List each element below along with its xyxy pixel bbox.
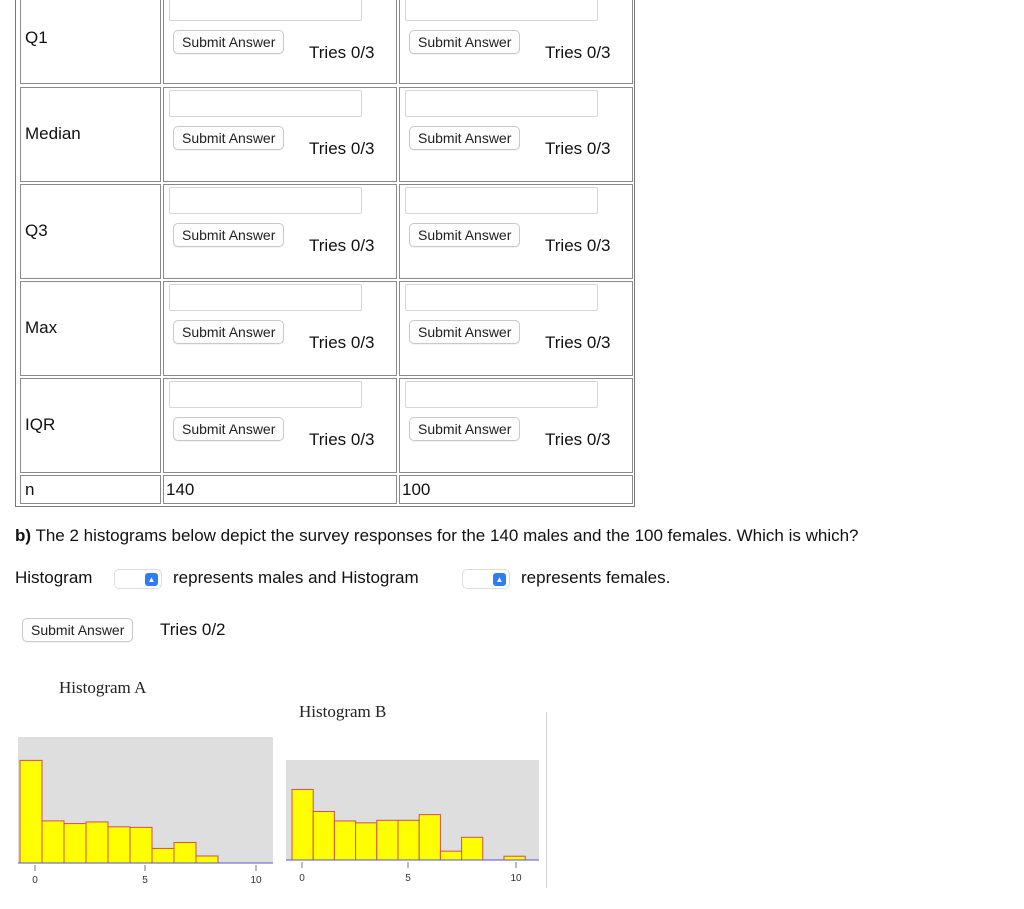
answer-input-females-q3[interactable] <box>405 187 598 214</box>
submit-button-females-q3[interactable]: Submit Answer <box>409 223 520 247</box>
tries-males-q3: Tries 0/3 <box>309 236 375 255</box>
males-cell-q1 <box>163 0 397 84</box>
represents-males-text: represents males and Histogram <box>173 568 419 587</box>
histogram-a-tick-label: 10 <box>250 875 262 886</box>
row-label-q1: Q1 <box>25 28 48 47</box>
n-value-females: 100 <box>402 480 431 499</box>
histogram-a-bar <box>86 822 108 863</box>
histogram-word: Histogram <box>15 568 93 587</box>
submit-button-females-median[interactable]: Submit Answer <box>409 126 520 150</box>
histogram-a-bar <box>108 827 130 863</box>
row-label-iqr: IQR <box>25 415 56 434</box>
histogram-a-tick-label: 0 <box>32 875 38 886</box>
histogram-a-bar <box>42 821 64 863</box>
row-label-cell-median <box>20 87 161 182</box>
histogram-b-tick-label: 5 <box>405 873 411 884</box>
males-cell-q3 <box>163 184 397 279</box>
row-label-q3: Q3 <box>25 221 48 240</box>
females-histogram-select[interactable] <box>462 569 510 589</box>
row-label-cell-iqr <box>20 378 161 473</box>
males-cell-n <box>163 475 397 504</box>
represents-females-text: represents females. <box>521 568 671 587</box>
females-cell-max <box>399 281 633 376</box>
tries-females-q3: Tries 0/3 <box>545 236 611 255</box>
submit-button-females-max[interactable]: Submit Answer <box>409 320 520 344</box>
histogram-b-bar <box>292 789 313 860</box>
males-cell-max <box>163 281 397 376</box>
tries-females-q1: Tries 0/3 <box>545 43 611 62</box>
submit-button-males-max[interactable]: Submit Answer <box>173 320 284 344</box>
row-label-cell-q3 <box>20 184 161 279</box>
submit-button-males-iqr[interactable]: Submit Answer <box>173 417 284 441</box>
question-b-prefix: b) <box>15 526 32 545</box>
tries-females-iqr: Tries 0/3 <box>545 430 611 449</box>
answer-input-males-q1[interactable] <box>169 0 362 21</box>
histogram-a-bar <box>196 856 218 863</box>
submit-button-females-q1[interactable]: Submit Answer <box>409 30 520 54</box>
histogram-b-bar <box>398 820 419 860</box>
histogram-a-bar <box>64 824 86 863</box>
histogram-b-tick-label: 0 <box>299 873 305 884</box>
question-b <box>15 526 859 546</box>
chevron-updown-icon: ▲︎ <box>145 573 158 586</box>
histogram-b-bar <box>313 811 334 860</box>
tries-females-median: Tries 0/3 <box>545 139 611 158</box>
divider-line <box>546 712 547 888</box>
chevron-updown-icon: ▲︎ <box>493 573 506 586</box>
answer-input-males-iqr[interactable] <box>169 381 362 408</box>
answer-input-males-median[interactable] <box>169 90 362 117</box>
submit-button-males-q1[interactable]: Submit Answer <box>173 30 284 54</box>
histogram-b-bar <box>334 821 355 860</box>
females-cell-n <box>399 475 633 504</box>
answer-input-females-max[interactable] <box>405 284 598 311</box>
histogram-b-bar <box>440 851 461 860</box>
histogram-a-bar <box>174 842 196 863</box>
histogram-b-chart <box>286 760 542 889</box>
histogram-a-tick-label: 5 <box>142 875 148 886</box>
submit-button-part-b[interactable]: Submit Answer <box>22 618 133 642</box>
histogram-b-bar <box>462 837 483 860</box>
tries-females-max: Tries 0/3 <box>545 333 611 352</box>
answer-table <box>15 0 635 507</box>
answer-input-males-q3[interactable] <box>169 187 362 214</box>
submit-button-females-iqr[interactable]: Submit Answer <box>409 417 520 441</box>
histogram-b-bar <box>356 823 377 860</box>
histogram-a-title: Histogram A <box>59 678 147 697</box>
histogram-a-bar <box>130 827 152 863</box>
row-label-cell-n <box>20 475 161 504</box>
question-b-text: The 2 histograms below depict the survey responses for the 140 males and the 100 females. Which is which? <box>35 526 859 545</box>
histogram-b-tick-label: 10 <box>510 873 522 884</box>
histogram-a-bar <box>152 848 174 863</box>
females-cell-iqr <box>399 378 633 473</box>
histogram-b-bar <box>504 856 525 860</box>
n-value-males: 140 <box>166 480 195 499</box>
answer-input-females-q1[interactable] <box>405 0 598 21</box>
histogram-b-bar <box>377 820 398 860</box>
histogram-b-title: Histogram B <box>299 702 387 721</box>
females-cell-q1 <box>399 0 633 84</box>
answer-line <box>15 568 92 588</box>
answer-input-females-median[interactable] <box>405 90 598 117</box>
histogram-b-bar <box>419 815 440 860</box>
submit-button-males-q3[interactable]: Submit Answer <box>173 223 284 247</box>
tries-males-iqr: Tries 0/3 <box>309 430 375 449</box>
histogram-a-chart <box>18 737 274 889</box>
row-label-max: Max <box>25 318 58 337</box>
females-cell-q3 <box>399 184 633 279</box>
tries-males-q1: Tries 0/3 <box>309 43 375 62</box>
females-cell-median <box>399 87 633 182</box>
answer-input-females-iqr[interactable] <box>405 381 598 408</box>
males-cell-iqr <box>163 378 397 473</box>
males-histogram-select[interactable] <box>114 569 162 589</box>
answer-input-males-max[interactable] <box>169 284 362 311</box>
row-label-cell-max <box>20 281 161 376</box>
histogram-a-bar <box>20 760 42 863</box>
row-label-cell-q1 <box>20 0 161 84</box>
tries-part-b: Tries 0/2 <box>160 620 226 639</box>
males-cell-median <box>163 87 397 182</box>
tries-males-median: Tries 0/3 <box>309 139 375 158</box>
row-label-median: Median <box>25 124 81 143</box>
tries-males-max: Tries 0/3 <box>309 333 375 352</box>
submit-button-males-median[interactable]: Submit Answer <box>173 126 284 150</box>
row-label-n: n <box>25 480 35 499</box>
